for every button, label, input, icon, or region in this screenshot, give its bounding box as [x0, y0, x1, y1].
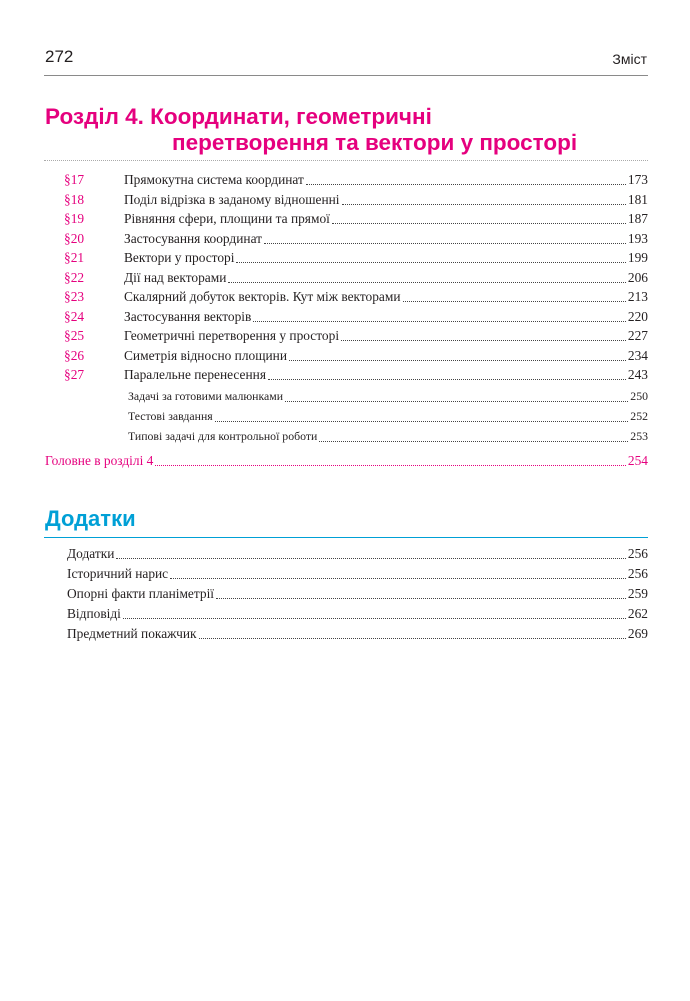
section-number: §19: [64, 211, 85, 226]
toc-subentry[interactable]: [128, 409, 648, 424]
toc-entry[interactable]: [64, 309, 648, 325]
appendix-item-title: Історичний нарис: [67, 566, 169, 581]
dot-leader: [253, 320, 626, 322]
dot-leader: [341, 339, 626, 341]
section-number: §22: [64, 269, 85, 285]
page-ref: 173: [627, 172, 648, 187]
page-ref: 259: [627, 586, 648, 601]
dot-leader: [170, 577, 626, 579]
section-number: §24: [64, 308, 85, 324]
chapter-title-line2: перетворення та вектори у просторі: [172, 130, 578, 155]
dot-leader: [264, 242, 626, 244]
chapter-title: [45, 104, 577, 156]
page-ref: 256: [627, 566, 648, 581]
page-ref: 254: [627, 453, 648, 468]
toc-entry[interactable]: [64, 328, 648, 344]
toc-appendix-entry[interactable]: [67, 566, 648, 582]
page-ref: 193: [627, 230, 648, 246]
section-number: §25: [64, 328, 85, 343]
section-title: Застосування векторів: [124, 308, 252, 324]
subsection-title: Задачі за готовими малюнками: [128, 389, 284, 403]
dot-leader: [236, 261, 625, 263]
section-title: Вектори у просторі: [124, 250, 235, 265]
toc-appendix-entry[interactable]: [67, 546, 648, 562]
dot-leader: [216, 597, 626, 599]
toc-entry[interactable]: [64, 192, 648, 208]
section-title: Поділ відрізка в заданому відношенні: [124, 191, 340, 207]
section-number: §27: [64, 367, 85, 382]
page-ref: 181: [627, 191, 648, 207]
page-ref: 269: [627, 626, 648, 641]
page-ref: 243: [627, 367, 648, 382]
toc-entry[interactable]: [64, 172, 648, 188]
appendix-heading: Додатки: [45, 506, 136, 531]
section-title: Скалярний добуток векторів. Кут між векторами: [124, 289, 401, 304]
page-ref: 256: [627, 546, 648, 561]
dot-leader: [306, 183, 626, 185]
page-ref: 220: [627, 308, 648, 324]
appendix-item-title: Додатки: [67, 546, 115, 561]
section-title: Прямокутна система координат: [124, 172, 304, 187]
dot-leader: [342, 203, 626, 205]
appendix-item-title: Опорні факти планіметрії: [67, 586, 215, 601]
running-head: Зміст: [612, 51, 647, 67]
page-ref: 206: [627, 269, 648, 285]
dot-leader: [332, 222, 626, 224]
page-ref: 227: [627, 328, 648, 343]
section-title: Застосування координат: [124, 230, 263, 246]
page-ref: 234: [627, 347, 648, 363]
page-ref: 187: [627, 211, 648, 226]
subsection-title: Тестові завдання: [128, 409, 213, 423]
dot-leader: [228, 281, 626, 283]
section-title: Геометричні перетворення у просторі: [124, 328, 340, 343]
dot-leader: [289, 359, 626, 361]
dot-leader: [123, 617, 626, 619]
dot-leader: [155, 464, 626, 466]
dot-leader: [215, 420, 629, 422]
page-ref: 199: [627, 250, 648, 265]
page-ref: 253: [630, 429, 648, 443]
header-rule: [44, 75, 648, 76]
section-number: §23: [64, 289, 85, 304]
appendix-item-title: Предметний покажчик: [67, 626, 197, 641]
chapter-title-line1: Розділ 4. Координати, геометричні: [45, 104, 432, 129]
toc-entry[interactable]: [64, 348, 648, 364]
section-number: §21: [64, 250, 85, 265]
section-number: §18: [64, 191, 85, 207]
toc-entry[interactable]: [64, 367, 648, 383]
section-number: §26: [64, 347, 85, 363]
dot-leader: [199, 637, 626, 639]
dot-leader: [403, 300, 626, 302]
appendix-item-title: Відповіді: [67, 606, 121, 621]
section-number: §17: [64, 172, 85, 187]
section-title: Рівняння сфери, площини та прямої: [124, 211, 330, 226]
page-ref: 213: [627, 289, 648, 304]
page-ref: 262: [627, 606, 648, 621]
section-title: Симетрія відносно площини: [124, 347, 288, 363]
toc-appendix-entry[interactable]: [67, 606, 648, 622]
page-ref: 250: [630, 389, 648, 403]
section-number: §20: [64, 230, 85, 246]
toc-entry[interactable]: [64, 231, 648, 247]
toc-entry[interactable]: [64, 270, 648, 286]
dot-leader: [319, 440, 628, 442]
subsection-title: Типові задачі для контрольної роботи: [128, 429, 318, 443]
toc-entry[interactable]: [64, 250, 648, 266]
dot-leader: [268, 378, 626, 380]
toc-entry[interactable]: [64, 211, 648, 227]
page-number: 272: [45, 47, 74, 66]
dot-leader: [116, 557, 626, 559]
summary-title: Головне в розділі 4: [45, 453, 154, 468]
section-title: Паралельне перенесення: [124, 367, 266, 382]
page-ref: 252: [630, 409, 648, 423]
toc-entry[interactable]: [64, 289, 648, 305]
chapter-divider: [44, 160, 648, 161]
toc-appendix-entry[interactable]: [67, 586, 648, 602]
toc-subentry[interactable]: [128, 429, 648, 444]
toc-subentry[interactable]: [128, 389, 648, 404]
section-title: Дії над векторами: [124, 269, 227, 285]
appendix-rule: [44, 537, 648, 538]
toc-summary-entry[interactable]: [45, 453, 648, 469]
dot-leader: [285, 400, 628, 402]
toc-appendix-entry[interactable]: [67, 626, 648, 642]
